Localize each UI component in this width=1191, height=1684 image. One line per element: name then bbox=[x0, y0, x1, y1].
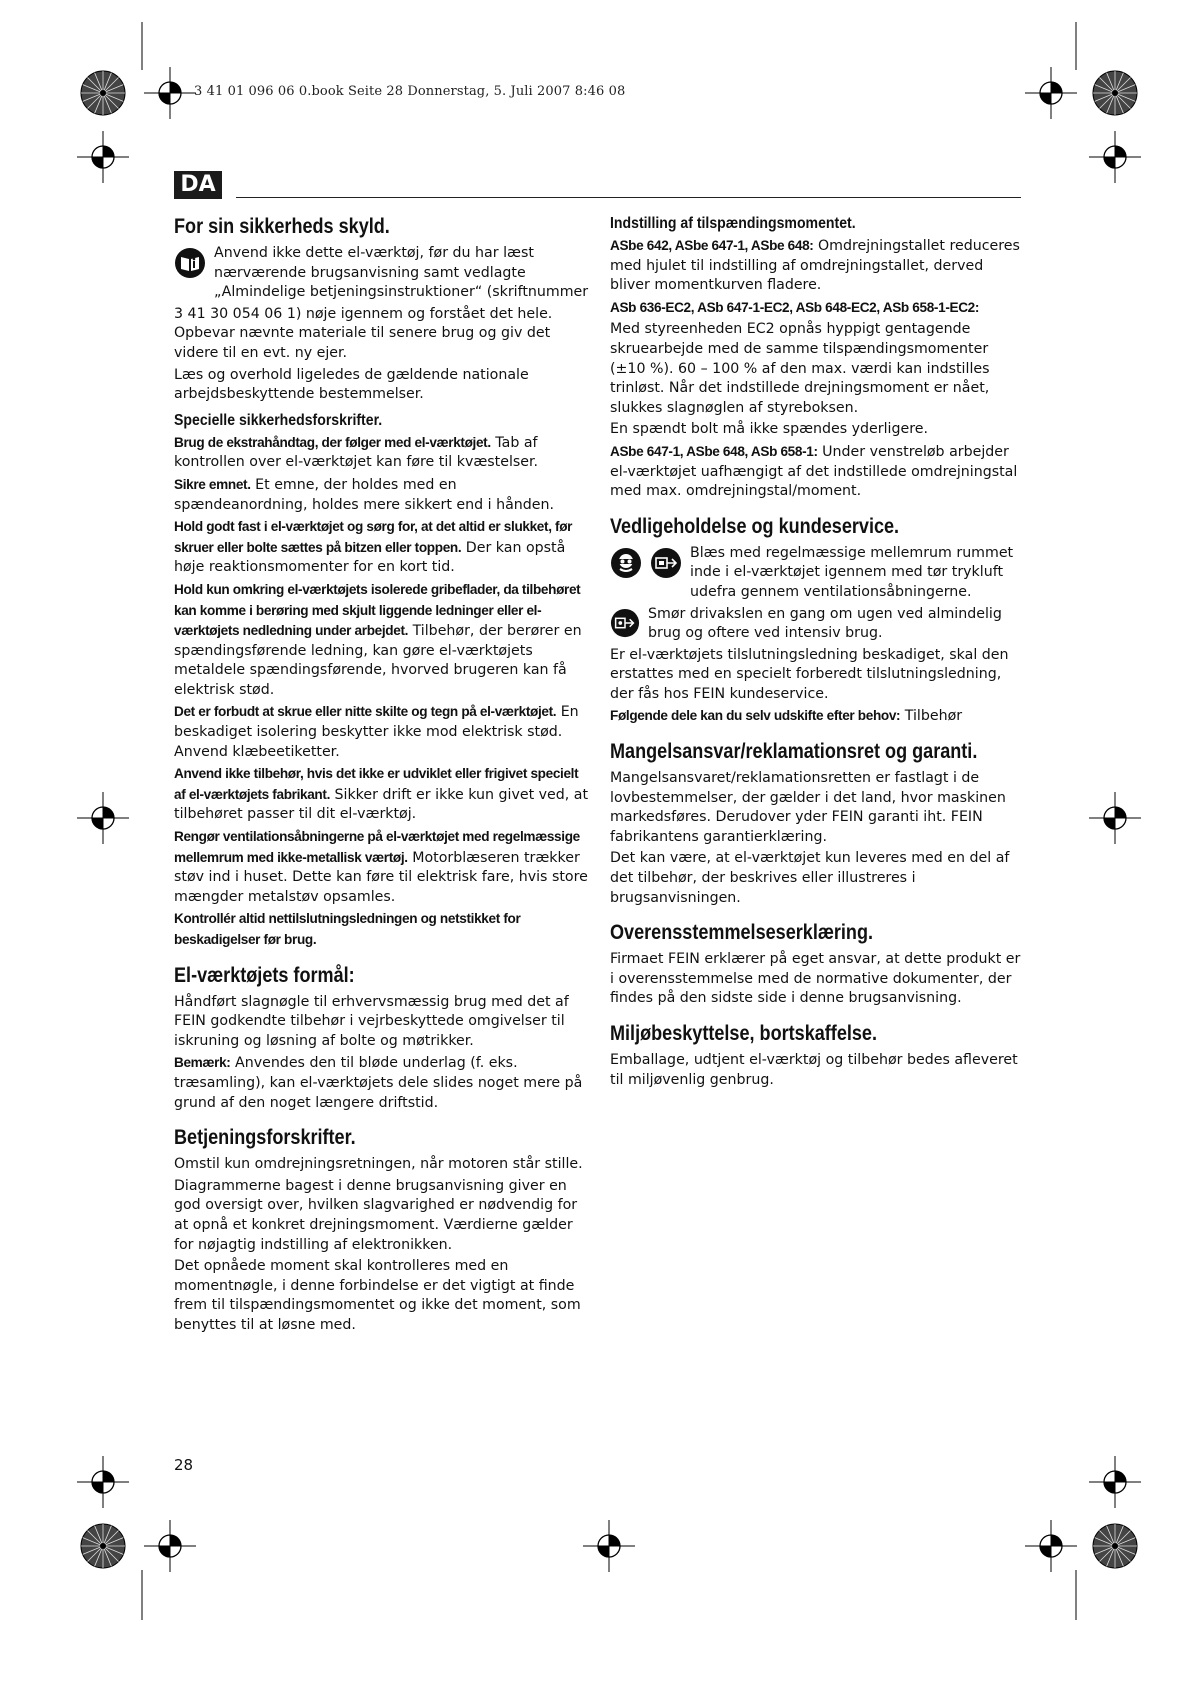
rule-text: Sikker drift er ikke kun givet ved, at tilbehøret passer til dit el-værktøj. bbox=[174, 786, 589, 823]
lubrication-icon bbox=[610, 608, 640, 638]
maintenance-text-2: Smør drivakslen en gang om ugen ved almindelig brug og oftere ved intensiv brug. bbox=[648, 605, 1002, 642]
rule-text: Motorblæseren trækker støv ind i huset. Dette kan føre til elektrisk fare, hvis store mængder metalstøv opsamles. bbox=[174, 849, 588, 905]
heading-torque: Indstilling af tilspændingsmomentet. bbox=[610, 215, 856, 232]
rule-item bbox=[174, 517, 592, 578]
torque-text-3: En spændt bolt må ikke spændes yderligere. bbox=[610, 421, 928, 438]
operation-p3: Det opnåede moment skal kontrolleres med en momentnøgle, i denne forbindelse er det vigtigt at finde frem til tilspændingsmomentet og ikke det moment, som benyttes til at løsne med. bbox=[174, 1258, 581, 1333]
rule-bold: Rengør ventilationsåbningerne på el-værktøjet med regelmæssige mellemrum med ikke-metallisk værtøj. bbox=[174, 829, 580, 865]
warranty-text-2: Det kan være, at el-værktøjet kun leveres med en del af det tilbehør, der beskrives eller illustreres i brugsanvisningen. bbox=[610, 850, 1010, 906]
maintenance-text-1: Blæs med regelmæssige mellemrum rummet inde i el-værktøjet igennem med tør trykluft udefra gennem ventilationsåbningerne. bbox=[690, 544, 1014, 600]
header-rule bbox=[236, 197, 1021, 198]
torque-p4 bbox=[610, 442, 1024, 502]
safety-cont: 3 41 30 054 06 1) nøje igennem og forstået det hele. Opbevar nævnte materiale til senere brug og giv det videre til en evt. ny ejer. bbox=[174, 305, 553, 361]
rule-text: Tab af kontrollen over el-værktøjet kan føre til kvæstelser. bbox=[174, 434, 539, 471]
rule-text: En beskadiget isolering beskytter ikke mod elektrisk stød. Anvend klæbeetiketter. bbox=[174, 704, 579, 760]
page-number: 28 bbox=[174, 1456, 194, 1474]
heading-environment: Miljøbeskyttelse, bortskaffelse. bbox=[610, 1022, 877, 1045]
print-header: 3 41 01 096 06 0.book Seite 28 Donnerstag, 5. Juli 2007 8:46 08 bbox=[194, 84, 626, 99]
eye-protection-icon bbox=[610, 547, 642, 579]
rule-bold: Anvend ikke tilbehør, hvis det ikke er udviklet eller frigivet specielt af el-værktøjets fabrikant. bbox=[174, 766, 579, 802]
purpose-note-text: Anvendes den til bløde underlag (f. eks. træsamling), kan el-værktøjets dele slides noget mere på grund af den noget længere driftstid. bbox=[174, 1055, 583, 1111]
left-column bbox=[174, 214, 592, 1338]
warranty-text-1: Mangelsansvaret/reklamationsretten er fastlagt i de lovbestemmelser, der gælder i det land, hvor maskinen markedsføres. Derudover yder FEIN garanti iht. FEIN fabrikantens garantierklæring. bbox=[610, 770, 1006, 845]
conformity-text: Firmaet FEIN erklærer på eget ansvar, at dette produkt er i overensstemmelse med de normative dokumenter, der findes på den sidste side i denne brugsanvisning. bbox=[610, 951, 1021, 1007]
language-badge: DA bbox=[174, 171, 222, 199]
book-read-icon bbox=[174, 247, 206, 279]
maintenance-lubricate bbox=[610, 605, 1024, 644]
compressed-air-icon bbox=[650, 547, 682, 579]
safety-icon-text: Anvend ikke dette el-værktøj, før du har læst nærværende brugsanvisning samt vedlagte „Almindelige betjeningsinstruktioner“ (skriftnummer bbox=[214, 245, 589, 301]
rule-bold: Sikre emnet. bbox=[174, 476, 251, 492]
heading-conformity: Overensstemmelseserklæring. bbox=[610, 921, 874, 945]
rule-bold: Det er forbudt at skrue eller nitte skilte og tegn på el-værktøjet. bbox=[174, 704, 557, 720]
maintenance-parts-text: Tilbehør bbox=[900, 708, 963, 725]
rule-text: Tilbehør, der berører en spændingsførende ledning, kan gøre el-værktøjets metaldele spændingsførende, hvorved brugeren kan få elektrisk stød. bbox=[174, 623, 582, 698]
heading-purpose: El-værktøjets formål: bbox=[174, 963, 355, 987]
heading-warranty: Mangelsansvar/reklamationsret og garanti. bbox=[610, 740, 978, 764]
rule-item bbox=[174, 475, 592, 515]
safety-national: Læs og overhold ligeledes de gældende nationale arbejdsbeskyttende bestemmelser. bbox=[174, 366, 529, 403]
rule-item bbox=[174, 702, 592, 762]
rule-bold: Hold godt fast i el-værktøjet og sørg for, at det altid er slukket, før skruer eller bolte sættes på bitzen eller toppen. bbox=[174, 519, 573, 555]
rule-text: Der kan opstå høje reaktionsmomenter for en kort tid. bbox=[174, 539, 566, 576]
rule-item bbox=[174, 433, 592, 473]
torque-models-2-line bbox=[610, 298, 1024, 319]
torque-models-4: ASbe 647-1, ASbe 648, ASb 658-1: bbox=[610, 443, 818, 459]
rule-bold: Hold kun omkring el-værktøjets isolerede gribeflader, da tilbehøret kan komme i berøring med skjult liggende ledninger eller el-værktøjets nedledning under arbejdet. bbox=[174, 581, 581, 639]
heading-operation: Betjeningsforskrifter. bbox=[174, 1126, 356, 1150]
rule-item bbox=[174, 827, 592, 907]
heading-safety: For sin sikkerheds skyld. bbox=[174, 215, 390, 238]
rule-bold: Brug de ekstrahåndtag, der følger med el-værktøjet. bbox=[174, 434, 491, 450]
torque-p1 bbox=[610, 236, 1024, 296]
maintenance-parts-label: Følgende dele kan du selv udskifte efter behov: bbox=[610, 708, 901, 724]
torque-models-2: ASb 636-EC2, ASb 647-1-EC2, ASb 648-EC2, ASb 658-1-EC2: bbox=[610, 299, 980, 315]
operation-p2: Diagrammerne bagest i denne brugsanvisning giver en god oversigt over, hvilken slagvarighed er nødvendig for at opnå et konkret drejningsmoment. Værdierne gælder for nøjagtig indstilling af elektronikken. bbox=[174, 1177, 578, 1253]
maintenance-blow-out bbox=[610, 544, 1024, 603]
torque-text-4: Under venstreløb arbejder el-værktøjet uafhængigt af det indstillede omdrejningstal med max. omdrejningstal/moment. bbox=[610, 443, 1018, 500]
rule-item bbox=[174, 580, 592, 701]
rule-item bbox=[174, 764, 592, 825]
operation-p1: Omstil kun omdrejningsretningen, når motoren står stille. bbox=[174, 1156, 583, 1173]
heading-maintenance: Vedligeholdelse og kundeservice. bbox=[610, 514, 900, 538]
rule-item bbox=[174, 909, 592, 950]
purpose-note bbox=[174, 1053, 592, 1113]
maintenance-text-3: Er el-værktøjets tilslutningsledning beskadiget, skal den erstattes med en specielt forberedt tilslutningsledning, der fås hos FEIN kundeservice. bbox=[610, 646, 1009, 702]
environment-text: Emballage, udtjent el-værktøj og tilbehør bedes afleveret til miljøvenlig genbrug. bbox=[610, 1052, 1018, 1088]
purpose-note-label: Bemærk: bbox=[174, 1055, 231, 1071]
maintenance-parts bbox=[610, 706, 1024, 727]
read-manual-notice bbox=[174, 244, 592, 303]
torque-models-1: ASbe 642, ASbe 647-1, ASbe 648: bbox=[610, 238, 814, 253]
torque-text-1: Omdrejningstallet reduceres med hjulet til indstilling af omdrejningstallet, derved bliver momentkurven fladere. bbox=[610, 238, 1020, 294]
rule-text: Et emne, der holdes med en spændeanordning, holdes mere sikkert end i hånden. bbox=[174, 476, 555, 513]
purpose-text: Håndført slagnøgle til erhvervsmæssig brug med det af FEIN godkendte tilbehør i vejrbeskyttede omgivelser til iskruning og løsning af bolte og møtrikker. bbox=[174, 993, 569, 1049]
right-column bbox=[610, 214, 1024, 1092]
heading-special-rules: Specielle sikkerhedsforskrifter. bbox=[174, 411, 383, 429]
rule-bold: Kontrollér altid nettilslutningsledningen og netstikket for beskadigelser før brug. bbox=[174, 911, 521, 947]
torque-text-2: Med styreenheden EC2 opnås hyppigt gentagende skruearbejde med de samme tilspændingsmomenter (±10 %). 60 – 100 % af den max. værdi kan indstilles trinløst. Når det indstillede drejningsmoment er nået, slukkes slagnøglen af styreboksen. bbox=[610, 321, 990, 416]
